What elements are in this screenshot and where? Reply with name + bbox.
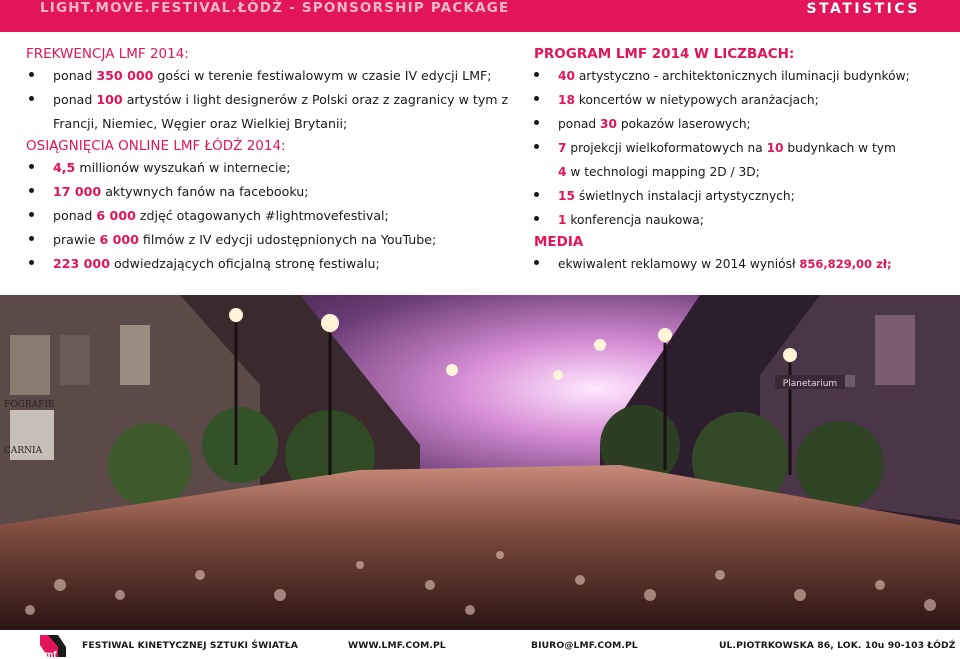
list-item: prawie 6 000 filmów z IV edycji udostępnionych na YouTube;: [26, 228, 526, 252]
stat-number: 7: [558, 141, 567, 155]
section-label: STATISTICS: [806, 1, 920, 17]
bullet-icon: [534, 216, 539, 221]
bullet-icon: [534, 144, 539, 149]
stat-number: 6 000: [99, 232, 139, 247]
bullet-icon: [29, 212, 34, 217]
stat-number: 100: [96, 92, 123, 107]
bullet-icon: [29, 72, 34, 77]
online-heading: OSIĄGNIĘCIA ONLINE LMF ŁÓDŹ 2014:: [26, 138, 286, 154]
stat-number: 17 000: [53, 184, 102, 199]
list-item: 4,5 millionów wyszukań w internecie;: [26, 156, 526, 180]
footer-email-link[interactable]: BIURO@LMF.COM.PL: [531, 640, 638, 651]
list-item: ekwiwalent reklamowy w 2014 wyniósł 856,829,00 zł;: [534, 252, 954, 276]
planetarium-sign: Planetarium: [782, 379, 838, 389]
list-item: ponad 350 000 gości w terenie festiwalowym w czasie IV edycji LMF;: [26, 64, 526, 88]
stat-number: 6 000: [96, 208, 136, 223]
right-column: [534, 44, 954, 276]
list-item: ponad 100 artystów i light designerów z Polski oraz z zagranicy w tym z Francji, Niemiec, Węgier oraz Wielkiej Brytanii;: [26, 88, 526, 136]
stat-number: 18: [558, 93, 575, 107]
stat-number: 10: [766, 141, 784, 155]
list-item: ponad 6 000 zdjęć otagowanych #lightmovefestival;: [26, 204, 526, 228]
footer: [0, 630, 960, 659]
bullet-icon: [29, 260, 34, 265]
lmf-logo: [40, 633, 66, 659]
bullet-icon: [29, 96, 34, 101]
list-item: 223 000 odwiedzających oficjalną stronę festiwalu;: [26, 252, 526, 276]
list-item: 7 projekcji wielkoformatowych na 10 budynkach w tym: [534, 136, 954, 160]
bullet-icon: [534, 120, 539, 125]
footer-address: UL.PIOTRKOWSKA 86, LOK. 10u 90-103 ŁÓDŹ: [719, 640, 956, 651]
list-item: 18 koncertów w nietypowych aranżacjach;: [534, 88, 954, 112]
bullet-icon: [534, 72, 539, 77]
bullet-icon: [534, 260, 539, 265]
logo-text: lmf: [42, 650, 57, 659]
footer-website-link[interactable]: WWW.LMF.COM.PL: [348, 640, 446, 651]
shop-sign: FOGRAFIE: [4, 400, 55, 410]
left-column: [26, 44, 526, 276]
stat-number: 856,829,00 zł;: [799, 257, 892, 271]
media-heading: MEDIA: [534, 234, 584, 250]
program-heading: PROGRAM LMF 2014 W LICZBACH:: [534, 46, 795, 62]
bullet-icon: [534, 192, 539, 197]
stat-number: 350 000: [96, 68, 154, 83]
bullet-icon: [29, 236, 34, 241]
stat-number: 40: [558, 69, 575, 83]
bullet-icon: [29, 188, 34, 193]
footer-festival: FESTIWAL KINETYCZNEJ SZTUKI ŚWIATŁA: [82, 640, 298, 651]
stat-number: 30: [600, 117, 617, 131]
street-scene-illustration: [0, 295, 960, 630]
stat-number: 15: [558, 189, 575, 203]
stat-number: 223 000: [53, 256, 110, 271]
header-bar: [0, 0, 960, 32]
document-title: LIGHT.MOVE.FESTIVAL.ŁÓDŹ - SPONSORSHIP PACKAGE: [40, 0, 510, 16]
shop-sign: CARNIA: [4, 446, 43, 456]
list-item-continued: 4 w technologi mapping 2D / 3D;: [558, 165, 760, 179]
stat-number: 4: [558, 165, 567, 179]
list-item: 40 artystyczno - architektonicznych iluminacji budynków;: [534, 64, 954, 88]
list-item: 1 konferencja naukowa;: [534, 208, 954, 232]
list-item: 17 000 aktywnych fanów na facebooku;: [26, 180, 526, 204]
attendance-heading: FREKWENCJA LMF 2014:: [26, 46, 189, 62]
list-item: ponad 30 pokazów laserowych;: [534, 112, 954, 136]
list-item: 15 świetlnych instalacji artystycznych;: [534, 184, 954, 208]
bullet-icon: [29, 164, 34, 169]
bullet-icon: [534, 96, 539, 101]
festival-crowd-photo: [0, 295, 960, 630]
stat-number: 4,5: [53, 160, 76, 175]
stat-number: 1: [558, 213, 567, 227]
